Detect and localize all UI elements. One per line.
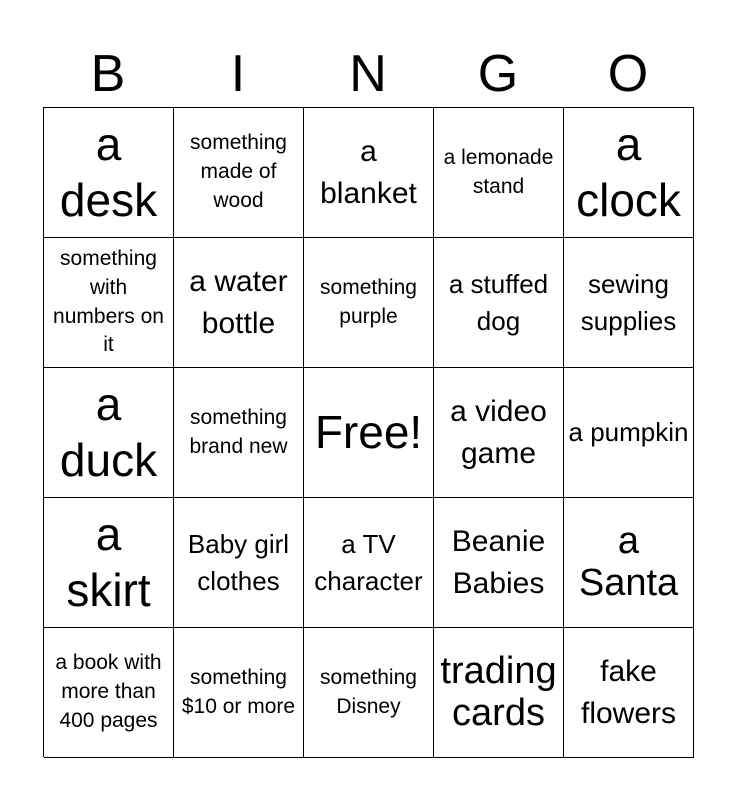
bingo-cell-label: a stuffed dog: [448, 269, 549, 336]
bingo-cell-label: something made of wood: [190, 131, 287, 212]
bingo-cell-label: a skirt: [66, 508, 151, 616]
header-letter-b: B: [90, 45, 126, 103]
bingo-cell[interactable]: [304, 108, 434, 238]
bingo-cell[interactable]: [564, 368, 694, 498]
bingo-cell-label: a desk: [59, 118, 158, 226]
bingo-cell[interactable]: [44, 628, 174, 758]
bingo-cell-label: trading cards: [440, 649, 557, 734]
bingo-cell-label: a video game: [450, 394, 547, 470]
bingo-cell-label: Baby girl clothes: [187, 529, 290, 596]
bingo-header: [43, 40, 693, 108]
header-letter-n: N: [349, 45, 387, 103]
bingo-cell[interactable]: [304, 498, 434, 628]
bingo-cell[interactable]: [174, 628, 304, 758]
bingo-cell-label: a duck: [59, 378, 158, 486]
bingo-cell-label: a clock: [576, 118, 681, 226]
header-letter-i: I: [230, 45, 246, 103]
bingo-cell-label: something $10 or more: [181, 665, 296, 718]
bingo-cell-label: Beanie Babies: [451, 524, 546, 600]
bingo-cell[interactable]: [174, 368, 304, 498]
bingo-cell-label: something with numbers on it: [53, 246, 164, 357]
header-letter-g: G: [477, 45, 519, 103]
bingo-cell-label: something Disney: [320, 665, 417, 718]
bingo-cell[interactable]: [174, 238, 304, 368]
bingo-cell[interactable]: [304, 628, 434, 758]
bingo-cell[interactable]: [434, 238, 564, 368]
bingo-cell[interactable]: [44, 108, 174, 238]
bingo-cell[interactable]: [564, 498, 694, 628]
bingo-card-grid: [43, 107, 694, 757]
bingo-cell-label: a water bottle: [189, 264, 288, 340]
bingo-cell-label: something brand new: [189, 405, 288, 458]
bingo-cell[interactable]: [434, 108, 564, 238]
free-space-label: Free!: [314, 405, 423, 458]
bingo-cell-label: a lemonade stand: [443, 145, 554, 198]
bingo-cell[interactable]: [44, 498, 174, 628]
bingo-cell[interactable]: [44, 368, 174, 498]
bingo-cell[interactable]: [174, 108, 304, 238]
bingo-cell[interactable]: [304, 238, 434, 368]
bingo-cell-label: a pumpkin: [568, 417, 689, 448]
bingo-cell-label: sewing supplies: [580, 269, 677, 336]
bingo-cell[interactable]: [434, 498, 564, 628]
bingo-cell[interactable]: [564, 628, 694, 758]
bingo-cell-label: fake flowers: [580, 654, 677, 730]
bingo-cell-label: a TV character: [314, 529, 423, 596]
bingo-cell-label: something purple: [320, 275, 417, 328]
bingo-cell[interactable]: [564, 238, 694, 368]
bingo-cell[interactable]: [174, 498, 304, 628]
header-letter-o: O: [607, 45, 649, 103]
bingo-cell-label: a Santa: [578, 519, 679, 604]
bingo-cell-label: a blanket: [320, 134, 417, 210]
bingo-cell[interactable]: [434, 368, 564, 498]
bingo-cell[interactable]: [44, 238, 174, 368]
free-space-cell[interactable]: [304, 368, 434, 498]
bingo-cell[interactable]: [564, 108, 694, 238]
bingo-cell[interactable]: [434, 628, 564, 758]
bingo-cell-label: a book with more than 400 pages: [55, 651, 162, 732]
